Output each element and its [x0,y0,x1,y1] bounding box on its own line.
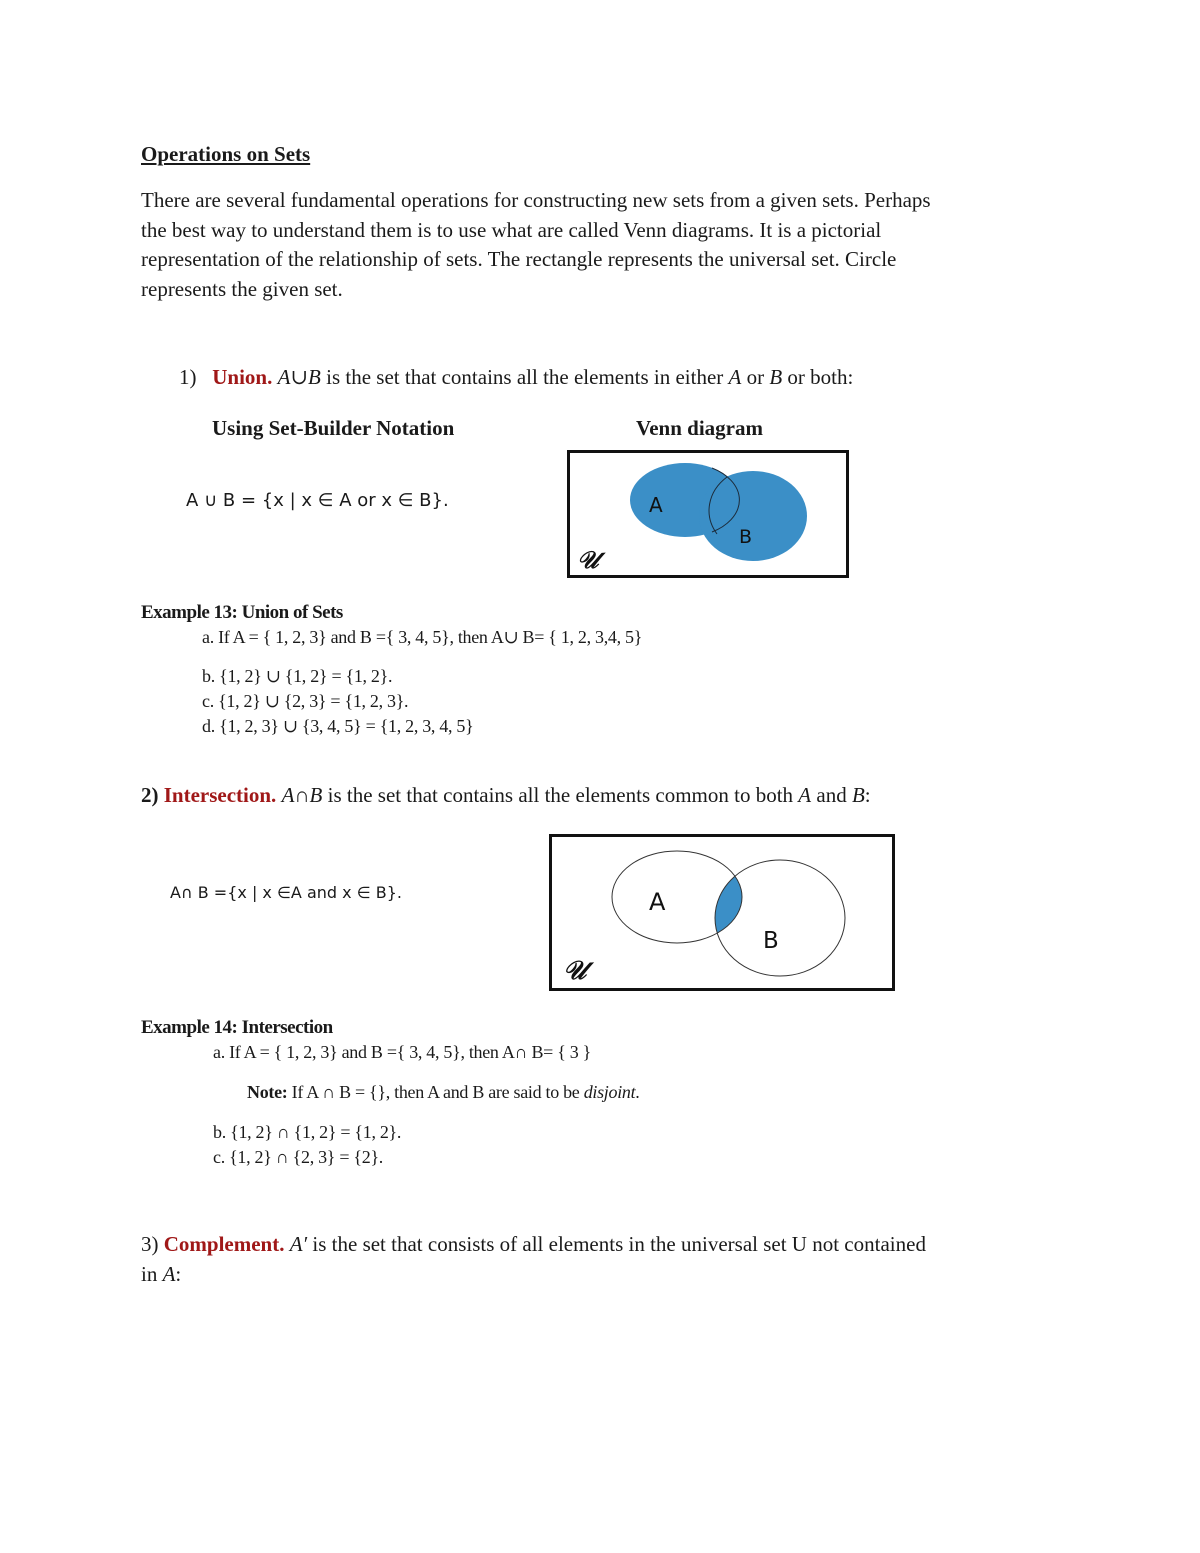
union-formula: A ∪ B = {x | x ∈ A or x ∈ B}. [186,490,449,511]
union-venn-diagram [567,450,849,578]
intro-paragraph [141,186,1041,304]
example-14-a: a. If A = { 1, 2, 3} and B ={ 3, 4, 5}, then A∩ B= { 3 } [213,1042,591,1062]
union-heading [179,365,853,390]
intersection-desc-and: and [811,783,852,807]
intersection-label-u: 𝒰 [563,956,587,986]
intersection-desc-end: : [864,783,871,807]
example-14-heading: Example 14: Intersection [141,1017,333,1038]
example-13-c: c. {1, 2} ∪ {2, 3} = {1, 2, 3}. [202,691,409,711]
intersection-number: 2) [141,783,159,807]
complement-line-2-end: : [175,1262,182,1286]
page-title: Operations on Sets [141,142,311,166]
note-end: . [635,1082,640,1102]
union-label-b: B [739,526,753,548]
intersection-label-b: B [763,928,779,954]
union-label-u: 𝒰 [577,546,599,574]
union-desc-end: or both: [782,365,854,389]
intersection-heading [141,783,871,808]
intersection-expr: A∩B [281,783,323,807]
example-13-a: a. If A = { 1, 2, 3} and B ={ 3, 4, 5}, then A∪ B= { 1, 2, 3,4, 5} [202,627,643,647]
example-14-b: b. {1, 2} ∩ {1, 2} = {1, 2}. [213,1122,402,1142]
complement-line-2 [141,1262,181,1287]
intro-line-2: the best way to understand them is to use what are called Venn diagrams. It is a pictorial [141,217,882,242]
union-label-a: A [649,493,663,517]
intro-line-4: represents the given set. [141,276,343,301]
intersection-formula: A∩ B ={x | x ∈A and x ∈ B}. [170,883,402,902]
note-label: Note: [247,1082,288,1102]
complement-number: 3) [141,1232,159,1256]
intersection-desc-b: B [851,783,865,807]
venn-diagram-heading: Venn diagram [636,416,763,440]
note-text: If A ∩ B = {}, then A and B are said to be [287,1082,584,1102]
example-13-b: b. {1, 2} ∪ {1, 2} = {1, 2}. [202,666,393,686]
example-13-d: d. {1, 2, 3} ∪ {3, 4, 5} = {1, 2, 3, 4, 5} [202,716,474,736]
example-14-c: c. {1, 2} ∩ {2, 3} = {2}. [213,1147,383,1167]
example-14-note [247,1082,640,1103]
complement-line-2-a: A [162,1262,176,1286]
union-desc-b: B [769,365,783,389]
intro-line-3: representation of the relationship of sets. The rectangle represents the universal set. Circle [141,247,897,272]
note-term: disjoint [583,1082,636,1102]
complement-heading [141,1232,926,1257]
complement-desc-line-1: is the set that consists of all elements in the universal set U not contained [307,1232,926,1256]
intersection-desc-a: A [798,783,812,807]
set-builder-heading: Using Set-Builder Notation [212,416,455,440]
union-desc-or: or [741,365,770,389]
union-circle-b [699,471,807,561]
intro-line-1: There are several fundamental operations for constructing new sets from a given sets. Perhaps [141,188,931,212]
intersection-label-a: A [649,888,666,916]
intersection-desc-start: is the set that contains all the elements common to both [322,783,799,807]
union-number: 1) [179,365,197,389]
complement-expr: A′ [289,1232,308,1256]
example-13-heading: Example 13: Union of Sets [141,602,343,623]
intersection-term: Intersection. [163,783,277,807]
intersection-venn-diagram [549,834,895,991]
union-desc-start: is the set that contains all the elements in either [320,365,729,389]
union-desc-a: A [728,365,742,389]
complement-term: Complement. [163,1232,285,1256]
union-expr: A∪B [277,365,321,389]
union-term: Union. [212,365,273,389]
complement-line-2-start: in [141,1262,163,1286]
